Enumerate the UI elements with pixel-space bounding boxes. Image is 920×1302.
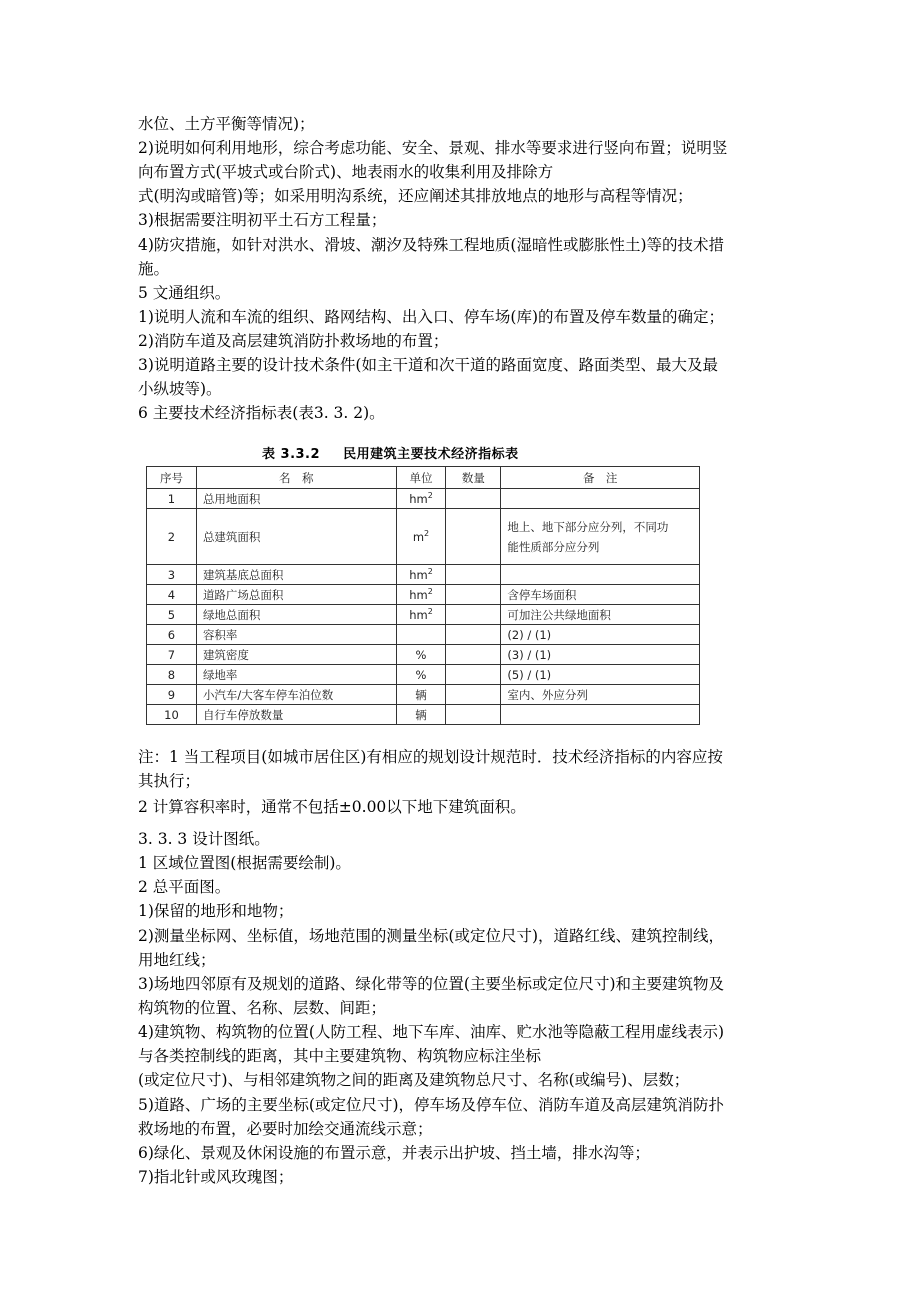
row-unit (396, 625, 446, 645)
row-unit: % (396, 665, 446, 685)
table-row (147, 645, 700, 665)
text-line: 3)场地四邻原有及规划的道路、绿化带等的位置(主要坐标或定位尺寸)和主要建筑物及 (138, 975, 725, 993)
table-row (147, 705, 700, 725)
table-header-row (147, 467, 700, 489)
row-name: 容积率 (196, 625, 396, 645)
row-remark: (5) / (1) (501, 665, 700, 685)
row-remark: 地上、地下部分应分列，不同功 能性质部分应分列 (501, 509, 700, 565)
table-row (147, 565, 700, 585)
table-row (147, 489, 700, 509)
row-qty (446, 585, 501, 605)
row-remark: 室内、外应分列 (501, 685, 700, 705)
text-line: 5)道路、广场的主要坐标(或定位尺寸)，停车场及停车位、消防车道及高层建筑消防扑 (138, 1096, 725, 1114)
row-no: 1 (147, 489, 197, 509)
text-line: 小纵坡等)。 (138, 380, 222, 398)
text-line: 2)消防车道及高层建筑消防扑救场地的布置； (138, 332, 449, 350)
row-name: 总建筑面积 (196, 509, 396, 565)
row-unit: % (396, 645, 446, 665)
row-qty (446, 489, 501, 509)
row-qty (446, 509, 501, 565)
row-unit: $m^2$ (396, 509, 446, 565)
text-line: (或定位尺寸)、与相邻建筑物之间的距离及建筑物总尺寸、名称(或编号)、层数； (138, 1071, 690, 1089)
row-name: 建筑密度 (196, 645, 396, 665)
row-no: 5 (147, 605, 197, 625)
row-remark: 可加注公共绿地面积 (501, 605, 700, 625)
text-line: 3)说明道路主要的设计技术条件(如主干道和次干道的路面宽度、路面类型、最大及最 (138, 356, 718, 374)
table-row (147, 625, 700, 645)
row-unit: $hm^2$ (396, 585, 446, 605)
note-line: 其执行； (138, 772, 201, 790)
row-qty (446, 605, 501, 625)
text-line: 4)防灾措施，如针对洪水、滑坡、潮汐及特殊工程地质(湿暗性或膨胀性土)等的技术措 (138, 236, 725, 254)
text-line: 构筑物的位置、名称、层数、间距； (138, 999, 387, 1017)
text-line: 4)建筑物、构筑物的位置(人防工程、地下车库、油库、贮水池等隐蔽工程用虚线表示) (138, 1023, 725, 1041)
text-line: 向布置方式(平坡式或台阶式)、地表雨水的收集利用及排除方 (138, 163, 554, 181)
row-no: 3 (147, 565, 197, 585)
header-qty: 数量 (446, 467, 501, 489)
indicator-table (146, 466, 700, 725)
row-unit: $hm^2$ (396, 565, 446, 585)
note-line: 注：1 当工程项目(如城市居住区)有相应的规划设计规范时．技术经济指标的内容应按 (138, 748, 723, 766)
text-line: 2)说明如何利用地形，综合考虑功能、安全、景观、排水等要求进行竖向布置；说明竖 (138, 139, 728, 157)
row-name: 绿地率 (196, 665, 396, 685)
row-qty (446, 665, 501, 685)
row-no: 2 (147, 509, 197, 565)
row-unit: 辆 (396, 685, 446, 705)
row-qty (446, 565, 501, 585)
section-heading: 5 文通组织。 (138, 284, 231, 302)
text-line: 1 区域位置图(根据需要绘制)。 (138, 854, 351, 872)
row-no: 7 (147, 645, 197, 665)
table-number: 表 3.3.2 (262, 447, 321, 462)
table-row (147, 665, 700, 685)
row-unit: 辆 (396, 705, 446, 725)
text-line: 式(明沟或暗管)等；如采用明沟系统，还应阐述其排放地点的地形与高程等情况； (138, 187, 693, 205)
text-line: 与各类控制线的距离，其中主要建筑物、构筑物应标注坐标 (138, 1047, 542, 1065)
row-no: 8 (147, 665, 197, 685)
text-line: 施。 (138, 260, 170, 278)
text-line: 1)保留的地形和地物； (138, 902, 294, 920)
text-line: 2)测量坐标网、坐标值，场地范围的测量坐标(或定位尺寸)，道路红线、建筑控制线， (138, 927, 725, 945)
row-no: 6 (147, 625, 197, 645)
row-name: 自行车停放数量 (196, 705, 396, 725)
row-qty (446, 705, 501, 725)
row-name: 小汽车/大客车停车泊位数 (196, 685, 396, 705)
row-unit: $hm^2$ (396, 489, 446, 509)
row-name: 总用地面积 (196, 489, 396, 509)
row-remark (501, 705, 700, 725)
header-name: 名 称 (196, 467, 396, 489)
text-line: 救场地的布置，必要时加绘交通流线示意； (138, 1120, 433, 1138)
row-qty (446, 645, 501, 665)
table-title: 民用建筑主要技术经济指标表 (343, 447, 519, 462)
text-line: 2 总平面图。 (138, 878, 231, 896)
row-remark: 含停车场面积 (501, 585, 700, 605)
row-name: 绿地总面积 (196, 605, 396, 625)
row-remark (501, 489, 700, 509)
table-row (147, 585, 700, 605)
text-line: 水位、土方平衡等情况)； (138, 115, 315, 133)
text-line: 用地红线； (138, 951, 216, 969)
header-remark: 备 注 (501, 467, 700, 489)
header-no: 序号 (147, 467, 197, 489)
row-no: 9 (147, 685, 197, 705)
row-remark (501, 565, 700, 585)
table-caption (262, 443, 519, 462)
row-name: 道路广场总面积 (196, 585, 396, 605)
note-line: 2 计算容积率时，通常不包括±0.00以下地下建筑面积。 (138, 798, 526, 816)
row-remark: (3) / (1) (501, 645, 700, 665)
table-row (147, 605, 700, 625)
table-row (147, 509, 700, 565)
row-no: 4 (147, 585, 197, 605)
text-line: 6)绿化、景观及休闲设施的布置示意，并表示出护坡、挡土墙，排水沟等； (138, 1144, 650, 1162)
row-no: 10 (147, 705, 197, 725)
text-line: 1)说明人流和车流的组织、路网结构、出入口、停车场(库)的布置及停车数量的确定； (138, 308, 725, 326)
header-unit: 单位 (396, 467, 446, 489)
row-name: 建筑基底总面积 (196, 565, 396, 585)
row-qty (446, 685, 501, 705)
table-row (147, 685, 700, 705)
text-line: 3)根据需要注明初平土石方工程量； (138, 211, 387, 229)
row-remark: (2) / (1) (501, 625, 700, 645)
section-heading: 6 主要技术经济指标表(表3. 3. 2)。 (138, 404, 385, 422)
row-qty (446, 625, 501, 645)
section-heading: 3. 3. 3 设计图纸。 (138, 830, 270, 848)
row-unit: $hm^2$ (396, 605, 446, 625)
text-line: 7)指北针或风玫瑰图； (138, 1168, 294, 1186)
